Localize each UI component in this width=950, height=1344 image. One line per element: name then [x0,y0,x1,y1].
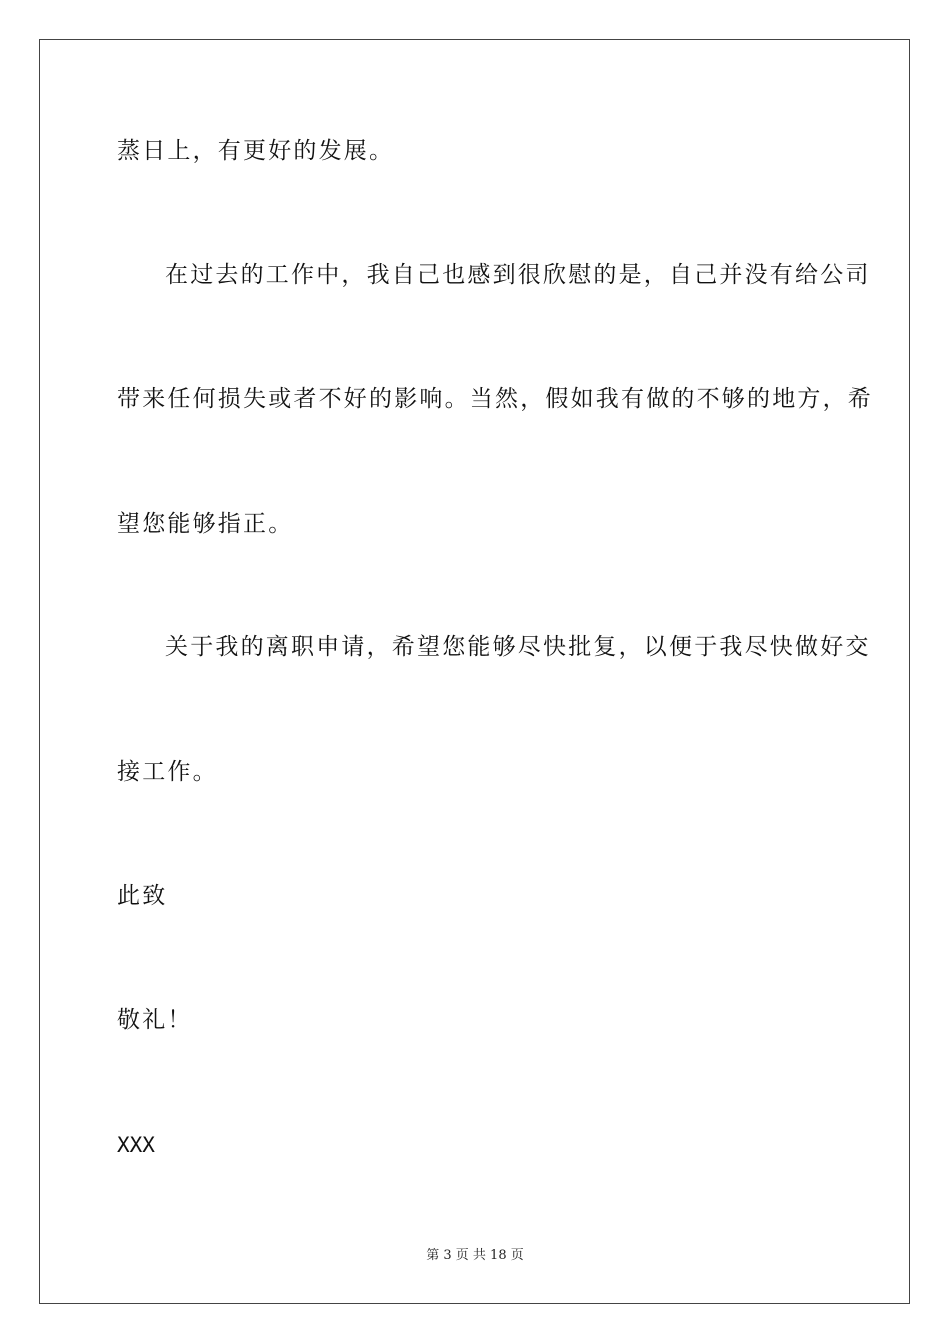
body-line-2: 在过去的工作中，我自己也感到很欣慰的是，自己并没有给公司 [165,262,871,288]
body-line-1: 蒸日上，有更好的发展。 [117,138,395,164]
page-number-footer: 第 3 页 共 18 页 [426,1248,524,1263]
page-border [39,39,910,1304]
body-line-3: 带来任何损失或者不好的影响。当然，假如我有做的不够的地方，希 [117,386,873,412]
body-line-4: 望您能够指正。 [117,511,294,537]
body-line-5: 关于我的离职申请，希望您能够尽快批复，以便于我尽快做好交 [165,634,871,660]
closing-regards: 敬礼！ [117,1007,193,1033]
closing-salutation: 此致 [117,883,168,909]
body-line-6: 接工作。 [117,759,218,785]
signature-name: XXX [117,1133,155,1157]
